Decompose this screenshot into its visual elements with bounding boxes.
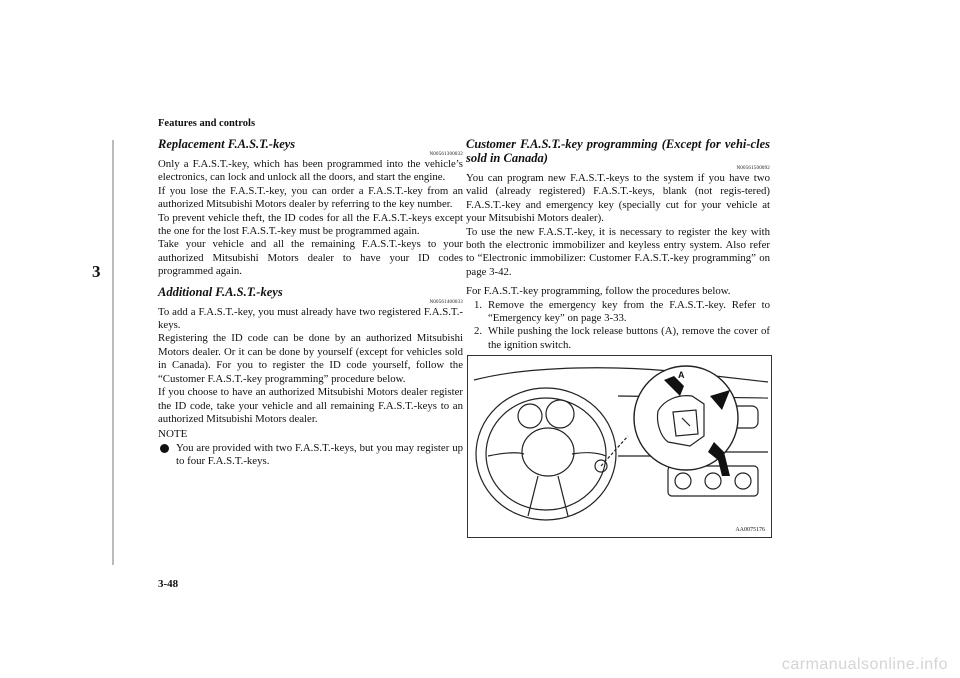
- step-text: Remove the emergency key from the F.A.S.T.-key. Refer to “Emergency key” on page 3-33.: [488, 298, 770, 325]
- step-number: 1.: [474, 298, 483, 311]
- right-column: [466, 137, 770, 352]
- chapter-tab: 3: [92, 262, 101, 281]
- paragraph: You can program new F.A.S.T.-keys to the system if you have two valid (already registered) F.A.S.T.-keys, blank (not regis-tered) F.A.S.T.-key and emergency key (specially cut for your vehicle at your Mitsubishi Motors dealer).: [466, 172, 770, 225]
- paragraph: Take your vehicle and all the remaining F.A.S.T.-keys to your authorized Mitsubishi Motors dealer to have your ID codes programmed again.: [158, 238, 463, 278]
- paragraph: To prevent vehicle theft, the ID codes for all the F.A.S.T.-keys except the one for the lost F.A.S.T.-key must be programmed again.: [158, 211, 463, 238]
- figure-code: AA0075176: [735, 527, 765, 533]
- left-column: [158, 137, 463, 469]
- bullet-dot-icon: [160, 444, 169, 453]
- dashboard-drawing: [468, 356, 771, 537]
- paragraph: Only a F.A.S.T.-key, which has been programmed into the vehicle’s electronics, can lock and unlock all the doors, and start the engine.: [158, 158, 463, 184]
- paragraph: If you choose to have an authorized Mitsubishi Motors dealer register the ID code, take your vehicle and all remaining F.A.S.T.-keys to an authorized Mitsubishi Motors dealer.: [158, 386, 463, 425]
- section-code-customer-programming: N00561500092: [736, 166, 770, 171]
- watermark: carmanualsonline.info: [781, 656, 948, 673]
- callout-label-a: A: [678, 370, 685, 380]
- paragraph: Registering the ID code can be done by an authorized Mitsubishi Motors dealer. Or it can be done by yourself (except for vehicles sold in Canada). For you to register the ID code yourself, follow the “Customer F.A.S.T.-key programming” procedure below.: [158, 332, 463, 385]
- paragraph: If you lose the F.A.S.T.-key, you can order a F.A.S.T.-key from an authorized Mitsubishi Motors dealer by referring to the key number.: [158, 184, 463, 211]
- note-text: You are provided with two F.A.S.T.-keys, but you may register up to four F.A.S.T.-keys.: [176, 441, 463, 468]
- chapter-rule: [112, 140, 114, 565]
- procedure-intro: For F.A.S.T.-key programming, follow the procedures below.: [466, 285, 731, 298]
- section-code-replacement: N00561300032: [429, 152, 463, 157]
- section-title-customer-programming: Customer F.A.S.T.-key programming (Except for vehi-cles sold in Canada): [466, 137, 770, 165]
- ignition-switch-illustration: [467, 355, 772, 538]
- step-text: While pushing the lock release buttons (A), remove the cover of the ignition switch.: [488, 325, 770, 351]
- running-header: Features and controls: [158, 118, 256, 129]
- section-title-additional: Additional F.A.S.T.-keys: [158, 284, 283, 299]
- note-title: NOTE: [158, 428, 188, 441]
- section-code-additional: N00561400033: [429, 299, 463, 305]
- step-number: 2.: [474, 325, 483, 338]
- procedure-step: [466, 299, 770, 326]
- paragraph: To use the new F.A.S.T.-key, it is necessary to register the key with both the electronic immobilizer and keyless entry system. Also refer to “Electronic immobilizer: Customer F.A.S.T.-key programming” on page 3-42.: [466, 225, 770, 278]
- page-number: 3-48: [158, 578, 179, 590]
- section-title-replacement: Replacement F.A.S.T.-keys: [158, 137, 296, 151]
- procedure-step: [466, 325, 770, 352]
- paragraph: To add a F.A.S.T.-key, you must already have two registered F.A.S.T.-keys.: [158, 305, 463, 332]
- note-bullet: [158, 442, 463, 469]
